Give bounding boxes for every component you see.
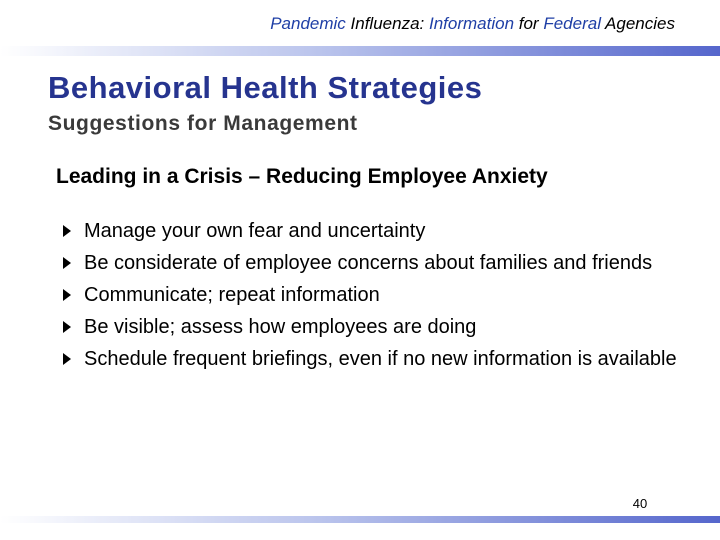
triangle-right-icon [62,256,72,270]
header-word-for: for [514,14,544,33]
bullet-text: Be considerate of employee concerns about families and friends [84,252,653,274]
triangle-right-icon [62,224,72,238]
header-word-information: Information [428,14,515,33]
triangle-right-icon [62,288,72,302]
section-heading: Leading in a Crisis – Reducing Employee Anxiety [56,165,548,188]
slide-subtitle: Suggestions for Management [48,112,358,135]
header-word-influenza: Influenza: [345,14,429,33]
slide-title: Behavioral Health Strategies [48,70,483,105]
header-word-federal: Federal [543,14,601,33]
bullet-item [62,311,702,343]
bullet-item [62,215,702,247]
bullet-item [62,247,702,279]
bullet-text: Manage your own fear and uncertainty [84,220,426,242]
header-word-agencies: Agencies [600,14,675,33]
bullet-text: Be visible; assess how employees are doing [84,316,477,338]
bullet-text: Schedule frequent briefings, even if no new information is available [84,348,677,370]
slide-header [0,14,675,34]
bullet-item [62,279,702,311]
triangle-right-icon [62,320,72,334]
bullet-text: Communicate; repeat information [84,284,380,306]
page-number: 40 [632,496,648,511]
triangle-right-icon [62,352,72,366]
bullet-list [62,215,702,375]
header-divider-bar [0,46,720,56]
bullet-item [62,343,702,375]
header-word-pandemic: Pandemic [270,14,346,33]
footer-divider-bar [0,516,720,523]
